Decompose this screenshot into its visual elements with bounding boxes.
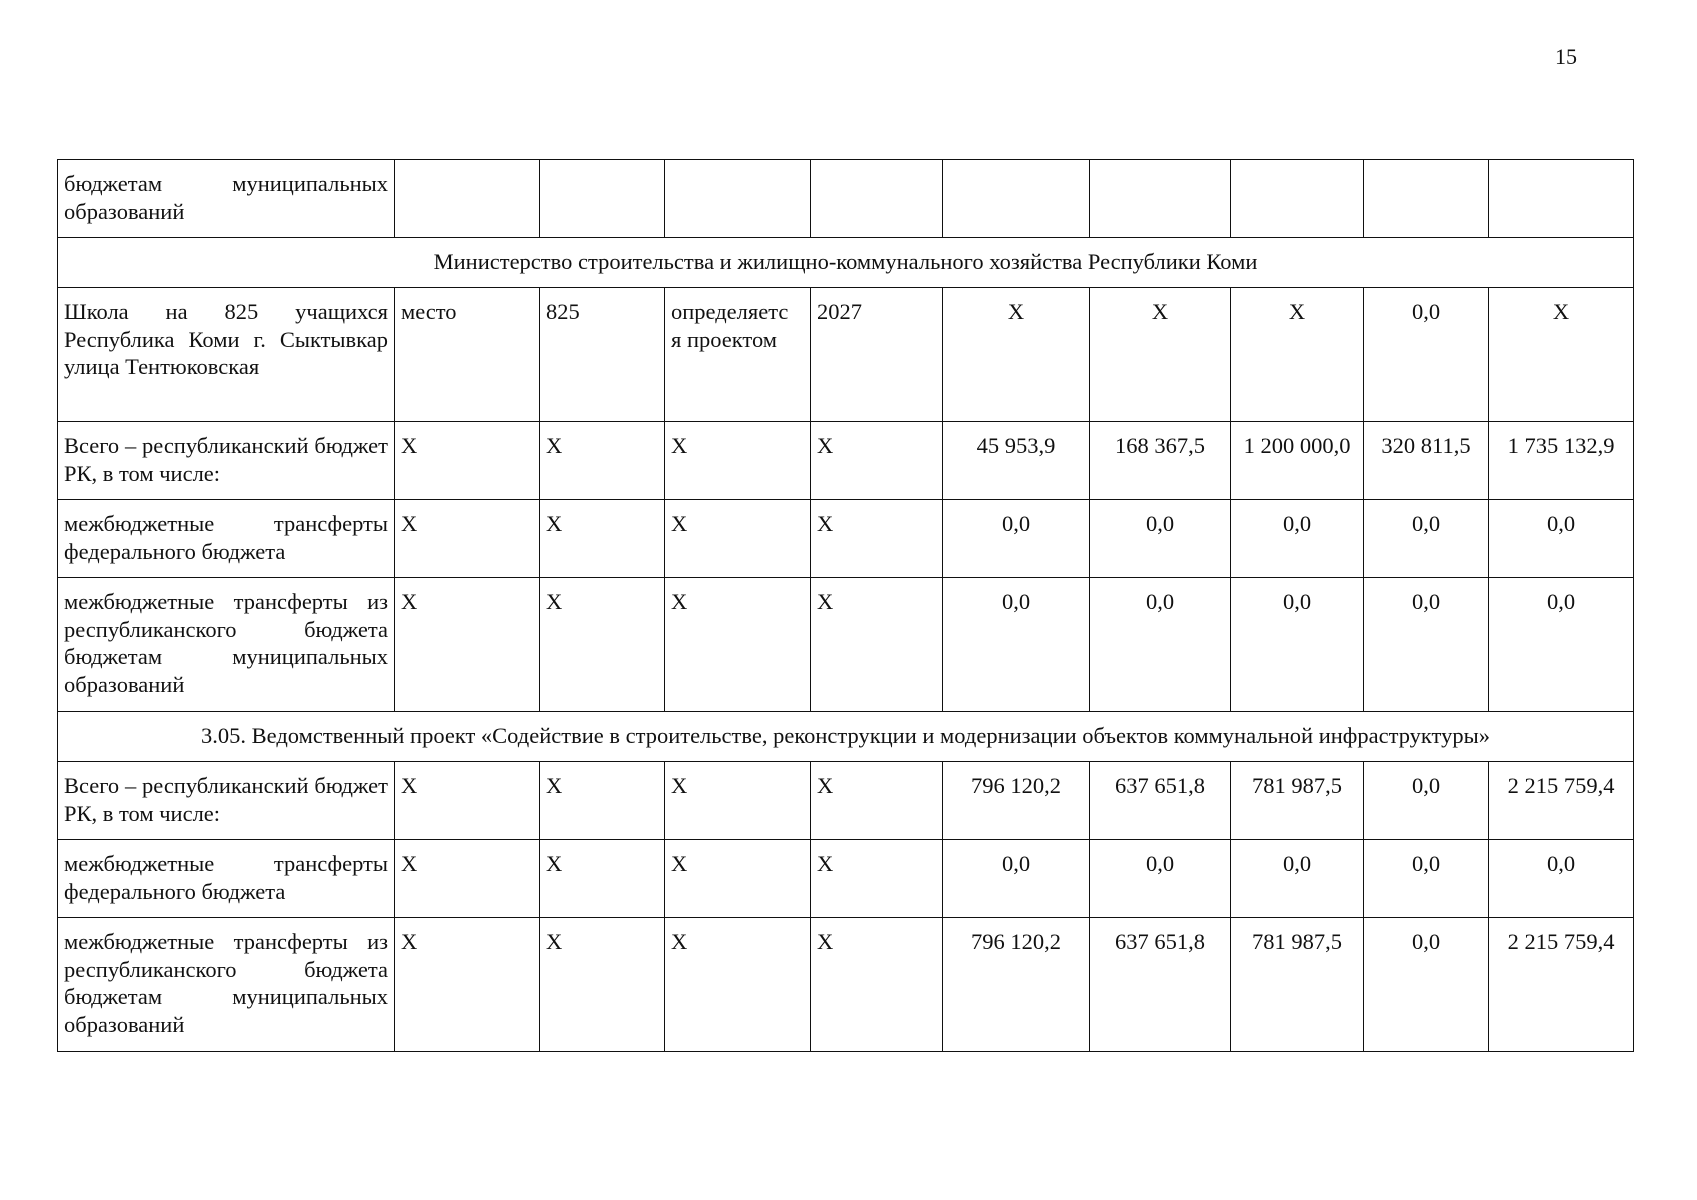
- table-row: [58, 160, 1634, 238]
- funding-total-cell: 1 735 132,9: [1489, 422, 1634, 500]
- table-row: [58, 762, 1634, 840]
- row-label: межбюджетные трансферты из республиканского бюджета бюджетам муниципальных образований: [58, 578, 395, 712]
- year-cell: X: [811, 762, 943, 840]
- table-row: [58, 288, 1634, 422]
- cost-cell: X: [665, 840, 811, 918]
- unit-cell: X: [395, 578, 540, 712]
- table-row: [58, 422, 1634, 500]
- row-label: межбюджетные трансферты из республиканского бюджета бюджетам муниципальных образований: [58, 918, 395, 1052]
- row-label: бюджетам муниципальных образований: [58, 160, 395, 238]
- capacity-cell: 825: [540, 288, 665, 422]
- cost-cell: [665, 160, 811, 238]
- row-label: межбюджетные трансферты федерального бюджета: [58, 500, 395, 578]
- funding-total-cell: 0,0: [1489, 840, 1634, 918]
- cost-cell: X: [665, 500, 811, 578]
- funding-2027-cell: 0,0: [1364, 500, 1489, 578]
- row-label: Школа на 825 учащихся Республика Коми г. Сыктывкар улица Тентюковская: [58, 288, 395, 422]
- funding-2026-cell: X: [1231, 288, 1364, 422]
- unit-cell: [395, 160, 540, 238]
- funding-2024-cell: 0,0: [943, 578, 1090, 712]
- unit-cell: X: [395, 422, 540, 500]
- funding-2024-cell: 796 120,2: [943, 918, 1090, 1052]
- table-row: [58, 578, 1634, 712]
- cost-cell: X: [665, 578, 811, 712]
- funding-2026-cell: 781 987,5: [1231, 762, 1364, 840]
- funding-total-cell: X: [1489, 288, 1634, 422]
- year-cell: X: [811, 918, 943, 1052]
- cost-cell: X: [665, 422, 811, 500]
- funding-total-cell: 2 215 759,4: [1489, 918, 1634, 1052]
- cost-cell: определяетс я проектом: [665, 288, 811, 422]
- cost-cell: X: [665, 762, 811, 840]
- funding-total-cell: 0,0: [1489, 500, 1634, 578]
- funding-2027-cell: 320 811,5: [1364, 422, 1489, 500]
- funding-2024-cell: 0,0: [943, 840, 1090, 918]
- year-cell: X: [811, 840, 943, 918]
- capacity-cell: X: [540, 578, 665, 712]
- funding-2025-cell: 168 367,5: [1090, 422, 1231, 500]
- funding-2027-cell: 0,0: [1364, 762, 1489, 840]
- budget-table: [57, 159, 1634, 1052]
- funding-2025-cell: 0,0: [1090, 578, 1231, 712]
- page-number: 15: [1555, 44, 1577, 69]
- funding-2026-cell: [1231, 160, 1364, 238]
- table-row: [58, 500, 1634, 578]
- capacity-cell: X: [540, 500, 665, 578]
- funding-2026-cell: 1 200 000,0: [1231, 422, 1364, 500]
- funding-2024-cell: X: [943, 288, 1090, 422]
- year-cell: X: [811, 578, 943, 712]
- funding-2024-cell: 0,0: [943, 500, 1090, 578]
- unit-cell: X: [395, 840, 540, 918]
- table-row: [58, 840, 1634, 918]
- funding-2025-cell: 0,0: [1090, 840, 1231, 918]
- funding-total-cell: 2 215 759,4: [1489, 762, 1634, 840]
- funding-2025-cell: 637 651,8: [1090, 762, 1231, 840]
- funding-total-cell: 0,0: [1489, 578, 1634, 712]
- funding-total-cell: [1489, 160, 1634, 238]
- table-body: [58, 160, 1634, 1052]
- cost-cell: X: [665, 918, 811, 1052]
- year-cell: X: [811, 422, 943, 500]
- funding-2027-cell: 0,0: [1364, 918, 1489, 1052]
- funding-2027-cell: 0,0: [1364, 288, 1489, 422]
- section-header-row: [58, 712, 1634, 762]
- funding-2026-cell: 0,0: [1231, 840, 1364, 918]
- year-cell: 2027: [811, 288, 943, 422]
- row-label: межбюджетные трансферты федерального бюджета: [58, 840, 395, 918]
- table-row: [58, 918, 1634, 1052]
- funding-2026-cell: 781 987,5: [1231, 918, 1364, 1052]
- funding-2025-cell: [1090, 160, 1231, 238]
- capacity-cell: X: [540, 840, 665, 918]
- funding-2024-cell: 796 120,2: [943, 762, 1090, 840]
- capacity-cell: X: [540, 422, 665, 500]
- section-header-row: [58, 238, 1634, 288]
- capacity-cell: X: [540, 762, 665, 840]
- funding-2026-cell: 0,0: [1231, 578, 1364, 712]
- unit-cell: X: [395, 500, 540, 578]
- funding-2027-cell: 0,0: [1364, 840, 1489, 918]
- funding-2027-cell: 0,0: [1364, 578, 1489, 712]
- section-title: 3.05. Ведомственный проект «Содействие в строительстве, реконструкции и модернизации объектов коммунальной инфраструктуры»: [58, 712, 1634, 762]
- unit-cell: X: [395, 762, 540, 840]
- year-cell: X: [811, 500, 943, 578]
- funding-2025-cell: X: [1090, 288, 1231, 422]
- row-label: Всего – республиканский бюджет РК, в том числе:: [58, 422, 395, 500]
- capacity-cell: [540, 160, 665, 238]
- section-title: Министерство строительства и жилищно-коммунального хозяйства Республики Коми: [58, 238, 1634, 288]
- row-label: Всего – республиканский бюджет РК, в том числе:: [58, 762, 395, 840]
- funding-2025-cell: 637 651,8: [1090, 918, 1231, 1052]
- unit-cell: X: [395, 918, 540, 1052]
- funding-2026-cell: 0,0: [1231, 500, 1364, 578]
- funding-2025-cell: 0,0: [1090, 500, 1231, 578]
- unit-cell: место: [395, 288, 540, 422]
- year-cell: [811, 160, 943, 238]
- capacity-cell: X: [540, 918, 665, 1052]
- funding-2024-cell: 45 953,9: [943, 422, 1090, 500]
- funding-2027-cell: [1364, 160, 1489, 238]
- funding-2024-cell: [943, 160, 1090, 238]
